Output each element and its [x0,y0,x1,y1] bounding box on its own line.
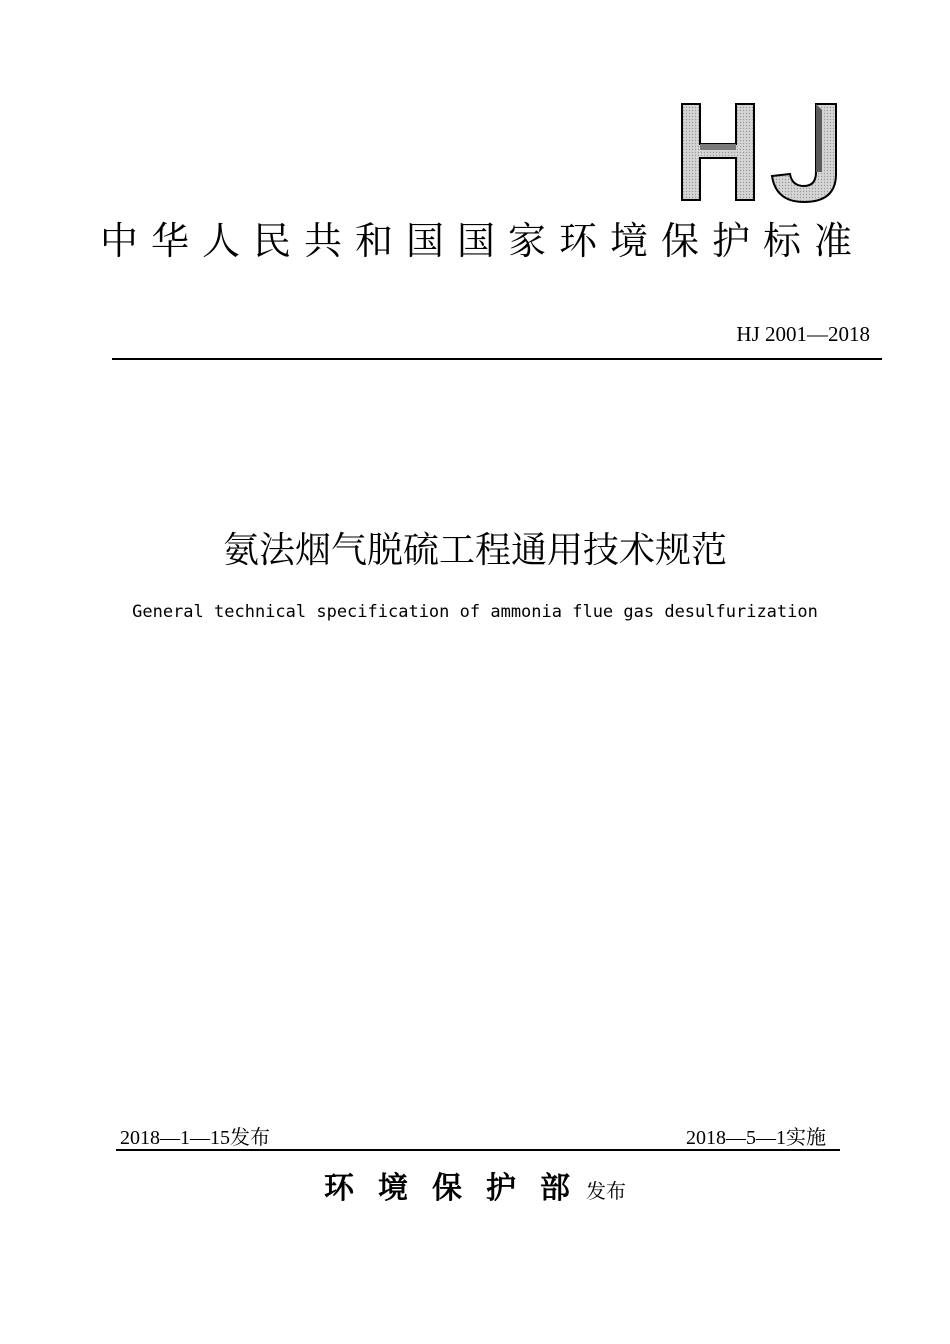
publisher-line [0,1163,950,1207]
top-divider [112,358,882,360]
issue-date: 2018—1—15发布 [120,1127,270,1149]
document-title-en: General technical specification of ammonia flue gas desulfurization [132,602,818,622]
bottom-divider [116,1149,840,1151]
standard-number: HJ 2001—2018 [736,322,870,346]
publisher-name: 环境保护部 [324,1171,594,1206]
hj-emblem [676,100,846,204]
document-title-cn: 氨法烟气脱硫工程通用技术规范 [222,530,727,571]
implementation-date: 2018—5—1实施 [686,1127,826,1149]
publisher-suffix: 发布 [586,1179,626,1203]
hj-letters-graphic [676,100,846,204]
standard-category-heading: 中华人民共和国国家环境保护标准 [100,219,866,263]
